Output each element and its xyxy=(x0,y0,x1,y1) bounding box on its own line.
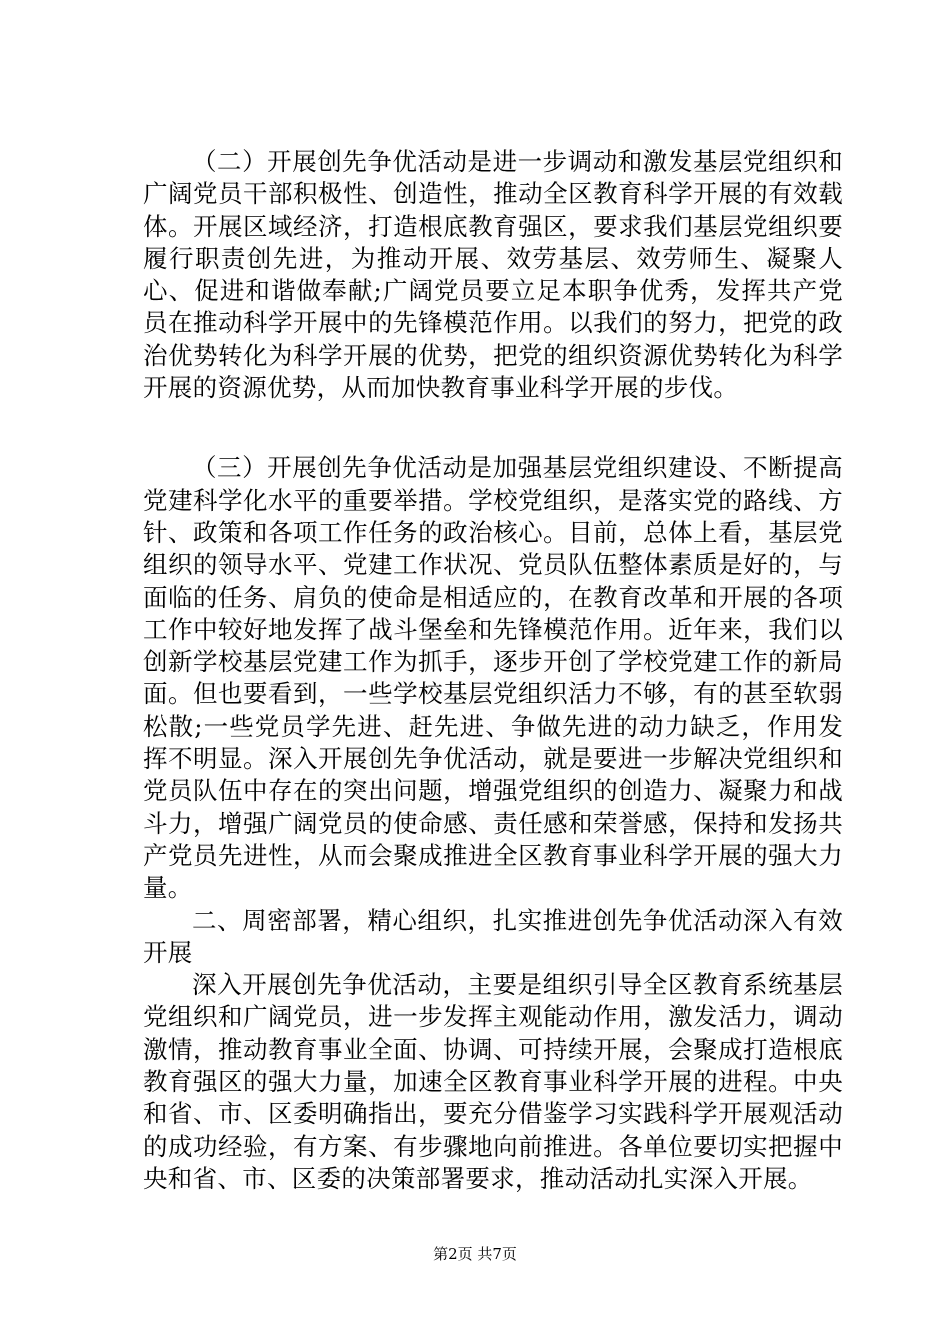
paragraph-deployment: 深入开展创先争优活动，主要是组织引导全区教育系统基层党组织和广阔党员，进一步发挥主观能动作用，激发活力，调动激情，推动教育事业全面、协调、可持续开展，会聚成打造根底教育强区的强大力量，加速全区教育事业科学开展的进程。中央和省、市、区委明确指出，要充分借鉴学习实践科学开展观活动的成功经验，有方案、有步骤地向前推进。各单位要切实把握中央和省、市、区委的决策部署要求，推动活动扎实深入开展。 xyxy=(143,970,843,1193)
document-body xyxy=(143,146,843,1195)
section-heading-two: 二、周密部署，精心组织，扎实推进创先争优活动深入有效开展 xyxy=(143,905,843,967)
page-number-footer: 第2页 共7页 xyxy=(433,1245,517,1263)
paragraph-section-three: （三）开展创先争优活动是加强基层党组织建设、不断提高党建科学化水平的重要举措。学校党组织，是落实党的路线、方针、政策和各项工作任务的政治核心。目前，总体上看，基层党组织的领导水平、党建工作状况、党员队伍整体素质是好的，与面临的任务、肩负的使命是相适应的，在教育改革和开展的各项工作中较好地发挥了战斗堡垒和先锋模范作用。近年来，我们以创新学校基层党建工作为抓手，逐步开创了学校党建工作的新局面。但也要看到，一些学校基层党组织活力不够，有的甚至软弱松散;一些党员学先进、赶先进、争做先进的动力缺乏，作用发挥不明显。深入开展创先争优活动，就是要进一步解决党组织和党员队伍中存在的突出问题，增强党组织的创造力、凝聚力和战斗力，增强广阔党员的使命感、责任感和荣誉感，保持和发扬共产党员先进性，从而会聚成推进全区教育事业科学开展的强大力量。 xyxy=(143,453,843,903)
paragraph-section-two: （二）开展创先争优活动是进一步调动和激发基层党组织和广阔党员干部积极性、创造性，推动全区教育科学开展的有效载体。开展区域经济，打造根底教育强区，要求我们基层党组织要履行职责创先进，为推动开展、效劳基层、效劳师生、凝聚人心、促进和谐做奉献;广阔党员要立足本职争优秀，发挥共产党员在推动科学开展中的先锋模范作用。以我们的努力，把党的政治优势转化为科学开展的优势，把党的组织资源优势转化为科学开展的资源优势，从而加快教育事业科学开展的步伐。 xyxy=(143,147,843,403)
